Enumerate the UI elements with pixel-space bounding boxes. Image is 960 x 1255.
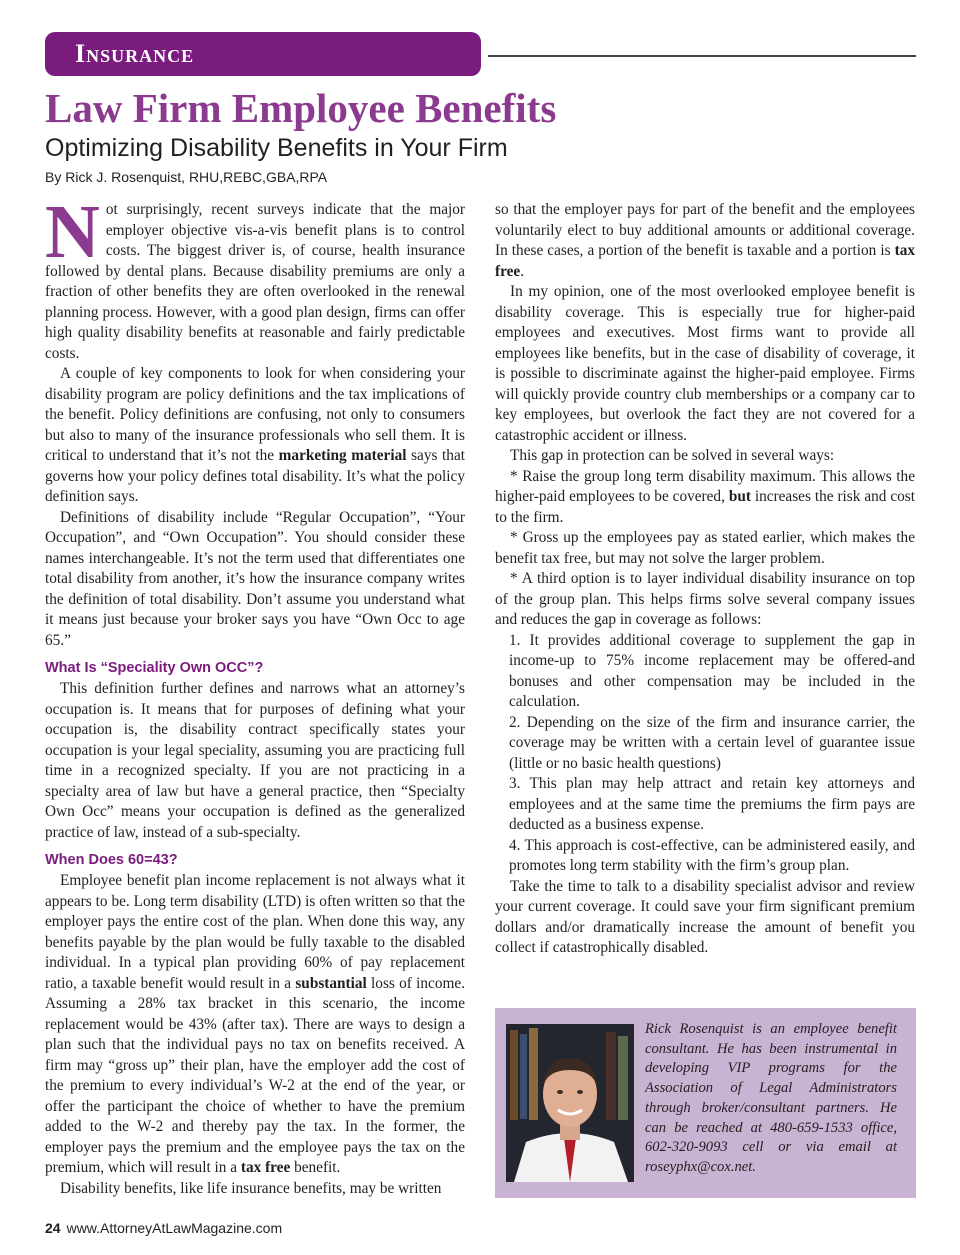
author-bio-text: Rick Rosenquist is an employee benefit consultant. He has been instrumental in developing VIP programs for the Association of Legal Administrators through broker/consultant partners. He can be reached at 480-659-1533 office, 602-320-9093 cell or via email at roseyphx@cox.net. — [645, 1021, 897, 1175]
section-label: Insurance — [75, 39, 195, 68]
page-footer — [45, 1220, 645, 1236]
paragraph: * Raise the group long term disability maximum. This allows the higher-paid employees to be covered, but increases the risk and cost to the firm. — [495, 467, 915, 526]
header-rule — [488, 55, 916, 57]
page-number: 24 — [45, 1220, 61, 1236]
author-bio-box — [495, 1008, 916, 1198]
paragraph: Definitions of disability include “Regular Occupation”, “Your Occupation”, and “Own Occupation”. You should consider these names interchangeable. It’s not the term used that differentiates one total disability from another, it’s how the insurance company writes the definition of total disability. Don’t assume you understand what it means just because your broker says you have “Own Occ to age 65.” — [45, 508, 465, 649]
bold-phrase: marketing material — [278, 447, 407, 464]
article-title: Law Firm Employee Benefits — [45, 85, 557, 131]
paragraph: Disability benefits, like life insurance benefits, may be written — [60, 1179, 442, 1197]
bold-phrase: tax free — [495, 242, 915, 280]
subheading: What Is “Speciality Own OCC”? — [45, 660, 264, 676]
list-item: 1. It provides additional coverage to supplement the gap in income-up to 75% income replacement may be offered-and bonuses and other compensation may be included in the calculation. — [509, 631, 915, 710]
footer-url[interactable]: www.AttorneyAtLawMagazine.com — [66, 1220, 283, 1236]
bold-phrase: but — [728, 488, 751, 505]
drop-cap: N — [45, 190, 100, 274]
list-item: 3. This plan may help attract and retain key attorneys and employees and at the same time the premiums the firm pays are deducted as a business expense. — [509, 775, 915, 833]
paragraph: Take the time to talk to a disability specialist advisor and review your current coverage. It could save your firm significant premium dollars and/or dramatically increase the amount of benefit you collect if catastrophically disabled. — [495, 877, 915, 956]
paragraph: so that the employer pays for part of the benefit and the employees voluntarily elect to buy additional amounts or additional coverage. In these cases, a portion of the benefit is taxable and a portion is tax free. — [495, 201, 915, 280]
bold-phrase: substantial — [295, 974, 367, 992]
paragraph: A couple of key components to look for when considering your disability program are policy definitions and the tax implications of the benefit. Policy definitions are confusing, not only to consumers but also to many of the insurance professionals who sell them. It is critical to understand that it’s not the marketing material says that governs how your policy defines total disability. It’s what the policy definition says. — [45, 365, 465, 505]
section-tab — [45, 32, 481, 76]
paragraph: * A third option is to layer individual disability insurance on top of the group plan. This helps firms solve several company issues and reduces the gap in coverage as follows: — [495, 570, 915, 628]
right-column — [495, 200, 915, 959]
author-portrait-illustration — [506, 1024, 634, 1182]
list-item: 2. Depending on the size of the firm and insurance carrier, the coverage may be written with a certain level of guarantee issue (little or no basic health questions) — [509, 713, 915, 772]
bold-phrase: tax free — [240, 1159, 291, 1176]
byline: By Rick J. Rosenquist, RHU,REBC,GBA,RPA — [45, 169, 328, 185]
article-subtitle: Optimizing Disability Benefits in Your Firm — [45, 134, 508, 162]
paragraph: This gap in protection can be solved in several ways: — [510, 447, 835, 464]
paragraph: In my opinion, one of the most overlooked employee benefit is disability coverage. This is especially true for higher-paid employees and executives. Most firms want to provide all employees like benefits, but in the case of disability of coverage, it is possible to discriminate against the higher-paid employee. Firms will quickly provide country club memberships or a company car to key employees, but overlook the fact they are not covered for a catastrophic accident or illness. — [495, 283, 915, 444]
left-column — [45, 190, 465, 1199]
paragraph: * Gross up the employees pay as stated earlier, which makes the benefit tax free, but may not solve the larger problem. — [495, 529, 915, 567]
paragraph: Not surprisingly, recent surveys indicate that the major employer objective vis-a-vis benefit plans is to control costs. The biggest driver is, of course, health insurance followed by dental plans. Because disability premiums are only a fraction of other benefits they are often overlooked in the renewal planning process. However, with a good plan design, firms can offer high quality disability benefits at reasonable and fairly predictable costs. — [45, 190, 465, 362]
subheading: When Does 60=43? — [45, 852, 178, 868]
list-item: 4. This approach is cost-effective, can be administered easily, and promotes long term stability with the firm’s group plan. — [509, 836, 915, 874]
paragraph: Employee benefit plan income replacement is not always what it appears to be. Long term disability (LTD) is often written so that the employer pays the entire cost of the plan. When done this way, any benefits payable by the plan would be fully taxable to the disabled individual. In a typical plan providing 60% of pay replacement ratio, a taxable benefit would result in a substantial loss of income. Assuming a 28% tax bracket in this scenario, the income replacement would be 43% (after tax). There are ways to design a plan such that the individual pays no tax on benefits received. A firm may “gross up” their plan, have the employer add the cost of the premium to every individual’s W-2 at the end of the year, or offer the participant the choice of whether to have the premium added to the W-2 and thereby pay the tax. In the former, the employer pays the premium and the employee pays the tax on the premium, which will result in a tax free benefit. — [45, 872, 465, 1176]
author-photo — [506, 1024, 634, 1182]
paragraph: This definition further defines and narrows what an attorney’s occupation is. It means that for purposes of defining what your occupation is, the disability contract specifically states your occupation is your legal speciality, assuming you are practicing full time in a recognized specialty. If you are not practicing in a specialty area of law but have a general practice, then “Specialty Own Occ” means your occupation is defined as the generalized practice of law, instead of a sub-specialty. — [45, 680, 465, 841]
